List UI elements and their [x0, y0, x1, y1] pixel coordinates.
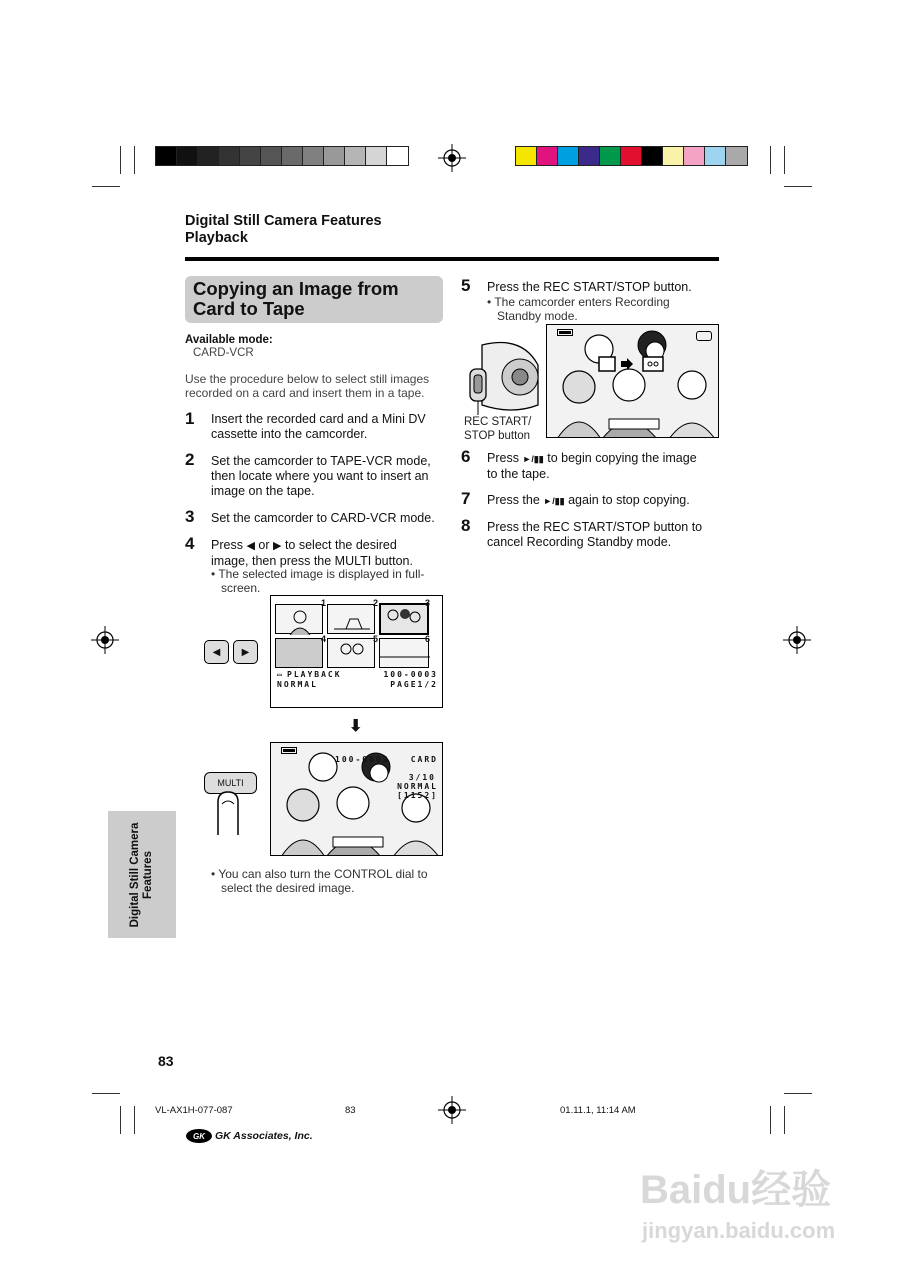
step-line: Set the camcorder to TAPE-VCR mode,: [211, 454, 431, 468]
crop-mark: [770, 1106, 771, 1134]
step-number: 3: [185, 507, 195, 526]
available-mode-value: CARD-VCR: [193, 347, 254, 359]
down-arrow-icon: ⬇: [349, 718, 363, 735]
battery-icon: [281, 747, 297, 754]
color-swatch: [303, 147, 324, 165]
thumbnail-number: 4: [321, 634, 327, 644]
bullet-line: • The camcorder enters Recording: [487, 295, 670, 309]
side-tab-line: Digital Still Camera: [129, 822, 141, 927]
crop-mark: [784, 1106, 785, 1134]
color-swatch: [558, 147, 579, 165]
step-line: then locate where you want to insert an: [211, 469, 429, 483]
osd-quality: NORMAL: [277, 680, 318, 689]
step-number: 5: [461, 276, 471, 295]
color-swatch: [600, 147, 621, 165]
footer-timestamp: 01.11.1, 11:14 AM: [560, 1105, 636, 1116]
thumbnail-number: 2: [373, 598, 379, 608]
color-swatch: [282, 147, 303, 165]
step-1-text: [211, 412, 426, 442]
finger-icon: [210, 790, 250, 835]
index-screen-illustration: [270, 595, 443, 708]
card-icon: ▭: [277, 670, 284, 679]
page-number: 83: [158, 1053, 174, 1069]
bullet-line: screen.: [221, 581, 261, 595]
step-number: 7: [461, 489, 471, 508]
crop-mark: [120, 146, 121, 174]
color-swatch: [261, 147, 282, 165]
crop-mark: [784, 146, 785, 174]
section-title-line2: Playback: [185, 230, 248, 246]
footer-file-id: VL-AX1H-077-087: [155, 1105, 233, 1116]
crop-mark: [784, 1093, 812, 1094]
camcorder-illustration: [462, 335, 542, 415]
footer-page: 83: [345, 1105, 356, 1116]
thumbnail-number: 1: [321, 598, 327, 608]
section-title: [185, 213, 382, 247]
side-tab-line: Features: [142, 850, 154, 899]
step-4-text: [211, 538, 413, 569]
osd-card: CARD: [410, 755, 438, 764]
right-arrow-icon: ▶: [241, 646, 250, 658]
crop-mark: [92, 186, 120, 187]
thumbnail-number: 5: [373, 634, 379, 644]
family-photo-illustration: [547, 325, 719, 438]
footer-company: GK Associates, Inc.: [215, 1130, 313, 1142]
play-pause-icon: ►/▮▮: [522, 454, 544, 464]
gk-logo: GK: [186, 1129, 212, 1143]
osd-quality: NORMAL: [397, 782, 438, 791]
right-arrow-icon: ▶: [273, 540, 282, 552]
color-swatch: [705, 147, 726, 165]
recording-standby-screen: [546, 324, 719, 438]
dial-note: [211, 867, 428, 895]
step-line: cassette into the camcorder.: [211, 427, 368, 441]
step-text-fragment: or: [258, 538, 270, 552]
full-screen-illustration: [270, 742, 443, 856]
step-6-text: [487, 451, 697, 482]
label-line: REC START/: [464, 416, 532, 428]
battery-icon: [557, 329, 573, 336]
multi-button-label: MULTI: [217, 778, 244, 788]
color-swatch: [156, 147, 177, 165]
step-line: Press the REC START/STOP button to: [487, 520, 703, 534]
osd-file-number: 100-0003: [335, 755, 390, 764]
osd-image-size: [1152]: [397, 791, 438, 800]
crop-mark: [92, 1093, 120, 1094]
color-swatch: [345, 147, 366, 165]
thumbnail-5: [327, 638, 375, 668]
registration-mark-icon: [91, 626, 119, 654]
step-line: image on the tape.: [211, 484, 315, 498]
step-2-text: [211, 454, 431, 499]
note-line: • You can also turn the CONTROL dial to: [211, 867, 428, 881]
osd-page: PAGE1/2: [390, 680, 438, 689]
thumbnail-1: [275, 604, 323, 634]
step-text-fragment: Press the: [487, 493, 540, 507]
step-line: to the tape.: [487, 467, 550, 481]
color-swatch: [579, 147, 600, 165]
step-8-text: [487, 520, 702, 550]
step-number: 2: [185, 450, 195, 469]
step-5-bullet: [487, 295, 670, 323]
intro-text: [185, 372, 429, 400]
step-text-fragment: again to stop copying.: [568, 493, 690, 507]
bullet-line: Standby mode.: [497, 309, 578, 323]
thumbnail-6: [379, 638, 429, 668]
step-text-fragment: Press: [487, 451, 519, 465]
step-line: Insert the recorded card and a Mini DV: [211, 412, 426, 426]
side-tab-label: [108, 811, 176, 938]
step-text-fragment: Press: [211, 538, 243, 552]
thumbnail-number: 3: [425, 598, 431, 608]
color-swatch: [726, 147, 747, 165]
section-title-line1: Digital Still Camera Features: [185, 213, 382, 229]
color-swatch: [366, 147, 387, 165]
step-4-bullet: [211, 567, 424, 595]
crop-mark: [784, 186, 812, 187]
color-swatch: [177, 147, 198, 165]
color-swatch: [219, 147, 240, 165]
heading-line1: Copying an Image from: [193, 278, 399, 299]
left-arrow-icon: ◀: [212, 646, 221, 658]
header-rule: [185, 257, 719, 261]
registration-mark-icon: [438, 144, 466, 172]
heading-line2: Card to Tape: [193, 298, 305, 319]
osd-image-count: 3/10: [408, 773, 436, 782]
step-3-text: Set the camcorder to CARD-VCR mode.: [211, 511, 435, 525]
step-text-fragment: to select the desired: [284, 538, 397, 552]
thumbnail-4: [275, 638, 323, 668]
color-swatch: [663, 147, 684, 165]
crop-mark: [770, 146, 771, 174]
color-swatch: [642, 147, 663, 165]
color-swatch: [516, 147, 537, 165]
crop-mark: [134, 1106, 135, 1134]
step-7-text: [487, 493, 690, 509]
color-swatch: [621, 147, 642, 165]
left-arrow-icon: ◀: [246, 540, 255, 552]
tape-icon: [696, 331, 712, 341]
color-swatch: [240, 147, 261, 165]
color-calibration-bar: [515, 146, 748, 166]
left-button[interactable]: [204, 640, 229, 664]
step-line: cancel Recording Standby mode.: [487, 535, 672, 549]
step-line: [487, 451, 697, 467]
crop-mark: [120, 1106, 121, 1134]
step-text-fragment: to begin copying the image: [547, 451, 697, 465]
step-number: 6: [461, 447, 471, 466]
color-swatch: [684, 147, 705, 165]
color-swatch: [324, 147, 345, 165]
intro-line1: Use the procedure below to select still images: [185, 372, 430, 386]
crop-mark: [134, 146, 135, 174]
color-swatch: [537, 147, 558, 165]
step-line: image, then press the MULTI button.: [211, 554, 413, 568]
thumbnail-number: 6: [425, 634, 431, 644]
page-heading: [185, 276, 443, 323]
registration-mark-icon: [438, 1096, 466, 1124]
osd-file-number: 100-0003: [383, 670, 438, 679]
rec-button-label: [464, 415, 531, 443]
watermark-logo: Baidu经验: [640, 1168, 832, 1212]
intro-line2: recorded on a card and insert them in a tape.: [185, 386, 425, 400]
thumbnail-2: [327, 604, 375, 634]
note-line: select the desired image.: [221, 881, 355, 895]
step-number: 1: [185, 409, 195, 428]
watermark-url: jingyan.baidu.com: [642, 1218, 836, 1243]
right-button[interactable]: [233, 640, 258, 664]
step-line: [211, 538, 413, 554]
color-swatch: [387, 147, 408, 165]
step-5-text: Press the REC START/STOP button.: [487, 280, 692, 294]
thumbnail-3-selected: [379, 603, 429, 635]
osd-mode: PLAYBACK: [287, 670, 342, 679]
color-swatch: [198, 147, 219, 165]
play-pause-icon: ►/▮▮: [543, 496, 565, 506]
label-line: STOP button: [464, 430, 531, 442]
grayscale-calibration-bar: [155, 146, 409, 166]
step-number: 4: [185, 534, 195, 553]
step-number: 8: [461, 516, 471, 535]
registration-mark-icon: [783, 626, 811, 654]
bullet-line: • The selected image is displayed in full-: [211, 567, 425, 581]
available-mode-label: Available mode:: [185, 334, 273, 346]
